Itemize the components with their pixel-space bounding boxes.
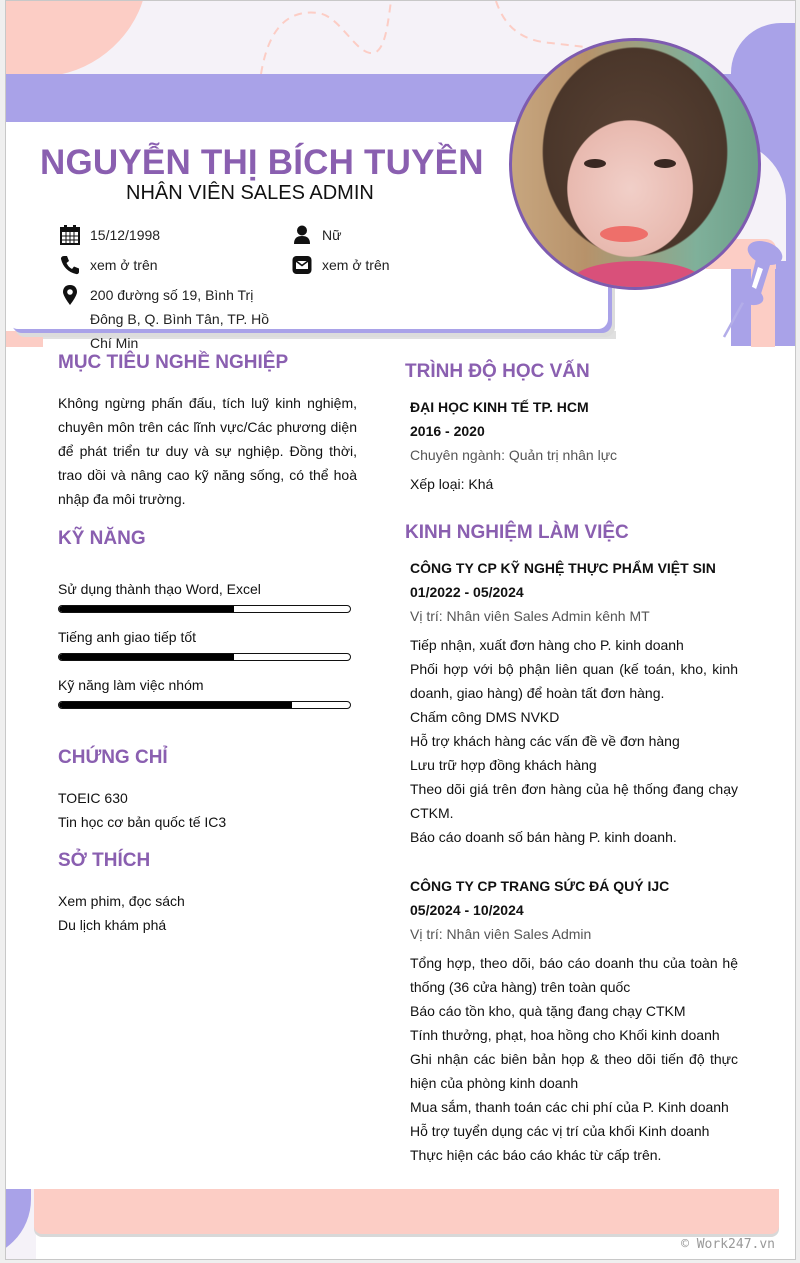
hobby-item: Xem phim, đọc sách	[58, 893, 185, 909]
certificates-list	[58, 786, 226, 834]
company-name: CÔNG TY CP TRANG SỨC ĐÁ QUÝ IJC	[410, 878, 670, 894]
birthday-row	[60, 225, 160, 247]
skill-label: Sử dụng thành thạo Word, Excel	[58, 581, 261, 597]
duty-item: Theo dõi giá trên đơn hàng của hệ thống đang chạy CTKM.	[410, 781, 738, 821]
calendar-icon	[60, 225, 80, 245]
map-marker-icon	[60, 285, 80, 305]
objective-heading: MỤC TIÊU NGHỀ NGHIỆP	[58, 352, 289, 373]
duty-item: Tiếp nhận, xuất đơn hàng cho P. kinh doanh	[410, 637, 684, 653]
duty-item: Báo cáo doanh số bán hàng P. kinh doanh.	[410, 829, 677, 845]
experience-heading: KINH NGHIỆM LÀM VIỆC	[405, 522, 629, 543]
skill-label: Kỹ năng làm việc nhóm	[58, 677, 204, 693]
hobbies-heading: SỞ THÍCH	[58, 850, 151, 871]
cv-page	[5, 0, 796, 1260]
gender-row	[292, 225, 341, 247]
phone-icon	[60, 255, 80, 275]
footer-peach-band	[34, 1189, 779, 1234]
skill-progress-fill	[59, 606, 234, 612]
address-value: 200 đường số 19, Bình Trị Đông B, Q. Bình Tân, TP. Hồ Chí Min	[90, 287, 269, 351]
photo-detail	[584, 159, 606, 168]
education-heading: TRÌNH ĐỘ HỌC VẤN	[405, 361, 590, 382]
education-major: Chuyên ngành: Quản trị nhân lực	[410, 447, 618, 463]
duty-item: Phối hợp với bộ phận liên quan (kế toán, kho, kinh doanh, giao hàng) để hoàn tất đơn hàng.	[410, 661, 738, 701]
skill-progress-bar	[58, 605, 351, 613]
job-title: NHÂN VIÊN SALES ADMIN	[126, 182, 374, 204]
skill-progress-fill	[59, 702, 292, 708]
skill-progress-fill	[59, 654, 234, 660]
duty-item: Tổng hợp, theo dõi, báo cáo doanh thu của toàn hệ thống (36 cửa hàng) trên toàn quốc	[410, 955, 738, 995]
hobby-item: Du lịch khám phá	[58, 917, 167, 933]
duty-item: Báo cáo tồn kho, quà tặng đang chạy CTKM	[410, 1003, 686, 1019]
job-period: 01/2022 - 05/2024	[410, 584, 524, 600]
duty-item: Chấm công DMS NVKD	[410, 709, 560, 725]
job-position: Vị trí: Nhân viên Sales Admin	[410, 926, 592, 942]
company-name: CÔNG TY CP KỸ NGHỆ THỰC PHẨM VIỆT SIN	[410, 560, 716, 576]
skill-progress-bar	[58, 701, 351, 709]
objective-text: Không ngừng phấn đấu, tích luỹ kinh nghiệm, chuyên môn trên các lĩnh vực/Các phương diện để phát triển tư duy và sự nghiệp. Đồng thời, trao dồi và nâng cao kỹ năng sống, có thể hoà nhập đa môi trường.	[58, 395, 357, 507]
duty-item: Ghi nhận các biên bản họp & theo dõi tiến độ thực hiện của phòng kinh doanh	[410, 1051, 738, 1091]
duty-item: Thực hiện các báo cáo khác từ cấp trên.	[410, 1147, 662, 1163]
gender-value: Nữ	[322, 227, 342, 243]
certificates-heading: CHỨNG CHỈ	[58, 747, 168, 768]
duty-item: Lưu trữ hợp đồng khách hàng	[410, 757, 597, 773]
duty-item: Hỗ trợ tuyển dụng các vị trí của khối Kinh doanh	[410, 1123, 710, 1139]
hobbies-list	[58, 889, 185, 937]
skills-heading: KỸ NĂNG	[58, 528, 146, 549]
phone-row	[60, 255, 158, 277]
candidate-name: NGUYỄN THỊ BÍCH TUYỀN	[40, 143, 484, 182]
skill-progress-bar	[58, 653, 351, 661]
email-row	[292, 255, 390, 277]
photo-detail	[600, 226, 648, 242]
job-entry	[410, 874, 738, 1167]
education-grade: Xếp loại: Khá	[410, 476, 494, 492]
watermark: © Work247.vn	[681, 1237, 775, 1252]
push-pin-icon	[718, 237, 788, 342]
certificate-item: Tin học cơ bản quốc tế IC3	[58, 814, 227, 830]
phone-value: xem ở trên	[90, 257, 158, 273]
job-duties	[410, 951, 738, 1167]
job-position: Vị trí: Nhân viên Sales Admin kênh MT	[410, 608, 650, 624]
job-duties	[410, 633, 738, 849]
job-entry	[410, 556, 738, 849]
certificate-item: TOEIC 630	[58, 790, 128, 806]
duty-item: Hỗ trợ khách hàng các vấn đề về đơn hàng	[410, 733, 680, 749]
school-name: ĐẠI HỌC KINH TẾ TP. HCM	[410, 399, 589, 415]
peach-corner-strip	[6, 331, 43, 347]
user-icon	[292, 225, 312, 245]
education-period: 2016 - 2020	[410, 423, 485, 439]
photo-detail	[654, 159, 676, 168]
address-row	[60, 285, 270, 355]
birthday-value: 15/12/1998	[90, 227, 161, 243]
duty-item: Mua sắm, thanh toán các chi phí của P. Kinh doanh	[410, 1099, 729, 1115]
email-value: xem ở trên	[322, 257, 390, 273]
skill-label: Tiếng anh giao tiếp tốt	[58, 629, 197, 645]
duty-item: Tính thưởng, phạt, hoa hồng cho Khối kinh doanh	[410, 1027, 720, 1043]
photo-detail	[572, 261, 702, 290]
envelope-icon	[292, 255, 312, 275]
job-period: 05/2024 - 10/2024	[410, 902, 524, 918]
education-block	[410, 395, 617, 496]
